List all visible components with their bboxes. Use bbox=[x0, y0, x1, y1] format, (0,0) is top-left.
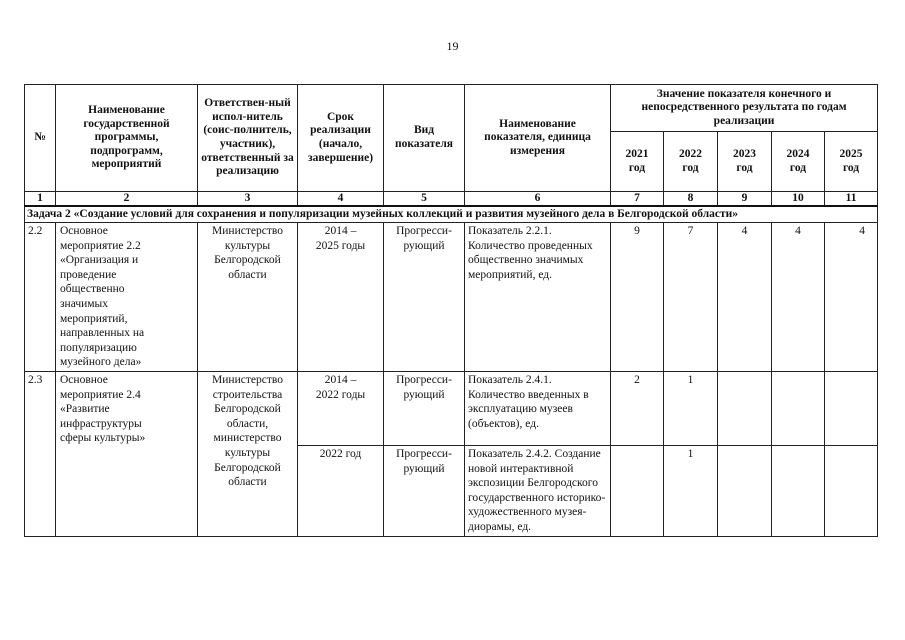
page-number: 19 bbox=[446, 39, 459, 53]
header-year-2024: 2024 год bbox=[772, 132, 825, 192]
column-number: 4 bbox=[298, 192, 384, 207]
row-value: 2 bbox=[611, 371, 664, 445]
row-term: 2014 – 2022 годы bbox=[298, 371, 384, 445]
header-row-1 bbox=[25, 85, 878, 132]
row-value bbox=[611, 445, 664, 536]
row-responsible: Министерство культуры Белгородской области bbox=[198, 223, 298, 372]
row-value bbox=[718, 445, 772, 536]
row-value: 4 bbox=[825, 223, 878, 372]
row-term: 2022 год bbox=[298, 445, 384, 536]
table-row bbox=[25, 223, 878, 372]
row-value bbox=[825, 445, 878, 536]
header-year-2023: 2023 год bbox=[718, 132, 772, 192]
header-term: Срок реализации (начало, завершение) bbox=[298, 85, 384, 192]
header-year-2025: 2025 год bbox=[825, 132, 878, 192]
column-number: 10 bbox=[772, 192, 825, 207]
row-indicator: Показатель 2.2.1. Количество проведенных общественно значимых мероприятий, ед. bbox=[465, 223, 611, 372]
column-number: 8 bbox=[664, 192, 718, 207]
column-number: 6 bbox=[465, 192, 611, 207]
header-name: Наименование государственной программы, подпрограмм, мероприятий bbox=[56, 85, 198, 192]
header-type: Вид показателя bbox=[384, 85, 465, 192]
header-responsible: Ответствен-ный испол-нитель (соис-полнитель, участник), ответственный за реализацию bbox=[198, 85, 298, 192]
column-number: 7 bbox=[611, 192, 664, 207]
task-title: Задача 2 «Создание условий для сохранения и популяризации музейных коллекций и развития музейного дела в Белгородской области» bbox=[25, 206, 878, 223]
column-number: 3 bbox=[198, 192, 298, 207]
column-number: 2 bbox=[56, 192, 198, 207]
row-value bbox=[718, 371, 772, 445]
task-row bbox=[25, 206, 878, 223]
row-name: Основное мероприятие 2.4 «Развитие инфраструктуры сферы культуры» bbox=[56, 371, 198, 536]
row-type: Прогресси-рующий bbox=[384, 371, 465, 445]
column-number: 1 bbox=[25, 192, 56, 207]
row-value: 4 bbox=[772, 223, 825, 372]
column-number: 11 bbox=[825, 192, 878, 207]
column-number: 9 bbox=[718, 192, 772, 207]
header-values-group: Значение показателя конечного и непосредственного результата по годам реализации bbox=[611, 85, 878, 132]
row-value: 1 bbox=[664, 371, 718, 445]
row-value: 9 bbox=[611, 223, 664, 372]
row-number: 2.2 bbox=[25, 223, 56, 372]
row-responsible: Министерство строительства Белгородской области, министерство культуры Белгородской области bbox=[198, 371, 298, 536]
row-indicator: Показатель 2.4.2. Создание новой интерактивной экспозиции Белгородского государственного историко-художественного музея-диорамы, ед. bbox=[465, 445, 611, 536]
row-value: 7 bbox=[664, 223, 718, 372]
row-type: Прогресси-рующий bbox=[384, 223, 465, 372]
row-value: 4 bbox=[718, 223, 772, 372]
row-value: 1 bbox=[664, 445, 718, 536]
table-row bbox=[25, 371, 878, 445]
row-type: Прогресси-рующий bbox=[384, 445, 465, 536]
row-name: Основное мероприятие 2.2 «Организация и проведение общественно значимых мероприятий, направленных на популяризацию музейного дела» bbox=[56, 223, 198, 372]
header-year-2021: 2021 год bbox=[611, 132, 664, 192]
header-year-2022: 2022 год bbox=[664, 132, 718, 192]
row-number: 2.3 bbox=[25, 371, 56, 536]
column-number: 5 bbox=[384, 192, 465, 207]
row-value bbox=[772, 445, 825, 536]
row-term: 2014 – 2025 годы bbox=[298, 223, 384, 372]
row-value bbox=[772, 371, 825, 445]
column-numbers-row bbox=[25, 192, 878, 207]
header-indicator: Наименование показателя, единица измерения bbox=[465, 85, 611, 192]
row-indicator: Показатель 2.4.1. Количество введенных в эксплуатацию музеев (объектов), ед. bbox=[465, 371, 611, 445]
header-no: № bbox=[25, 85, 56, 192]
row-value bbox=[825, 371, 878, 445]
indicators-table bbox=[24, 84, 878, 537]
